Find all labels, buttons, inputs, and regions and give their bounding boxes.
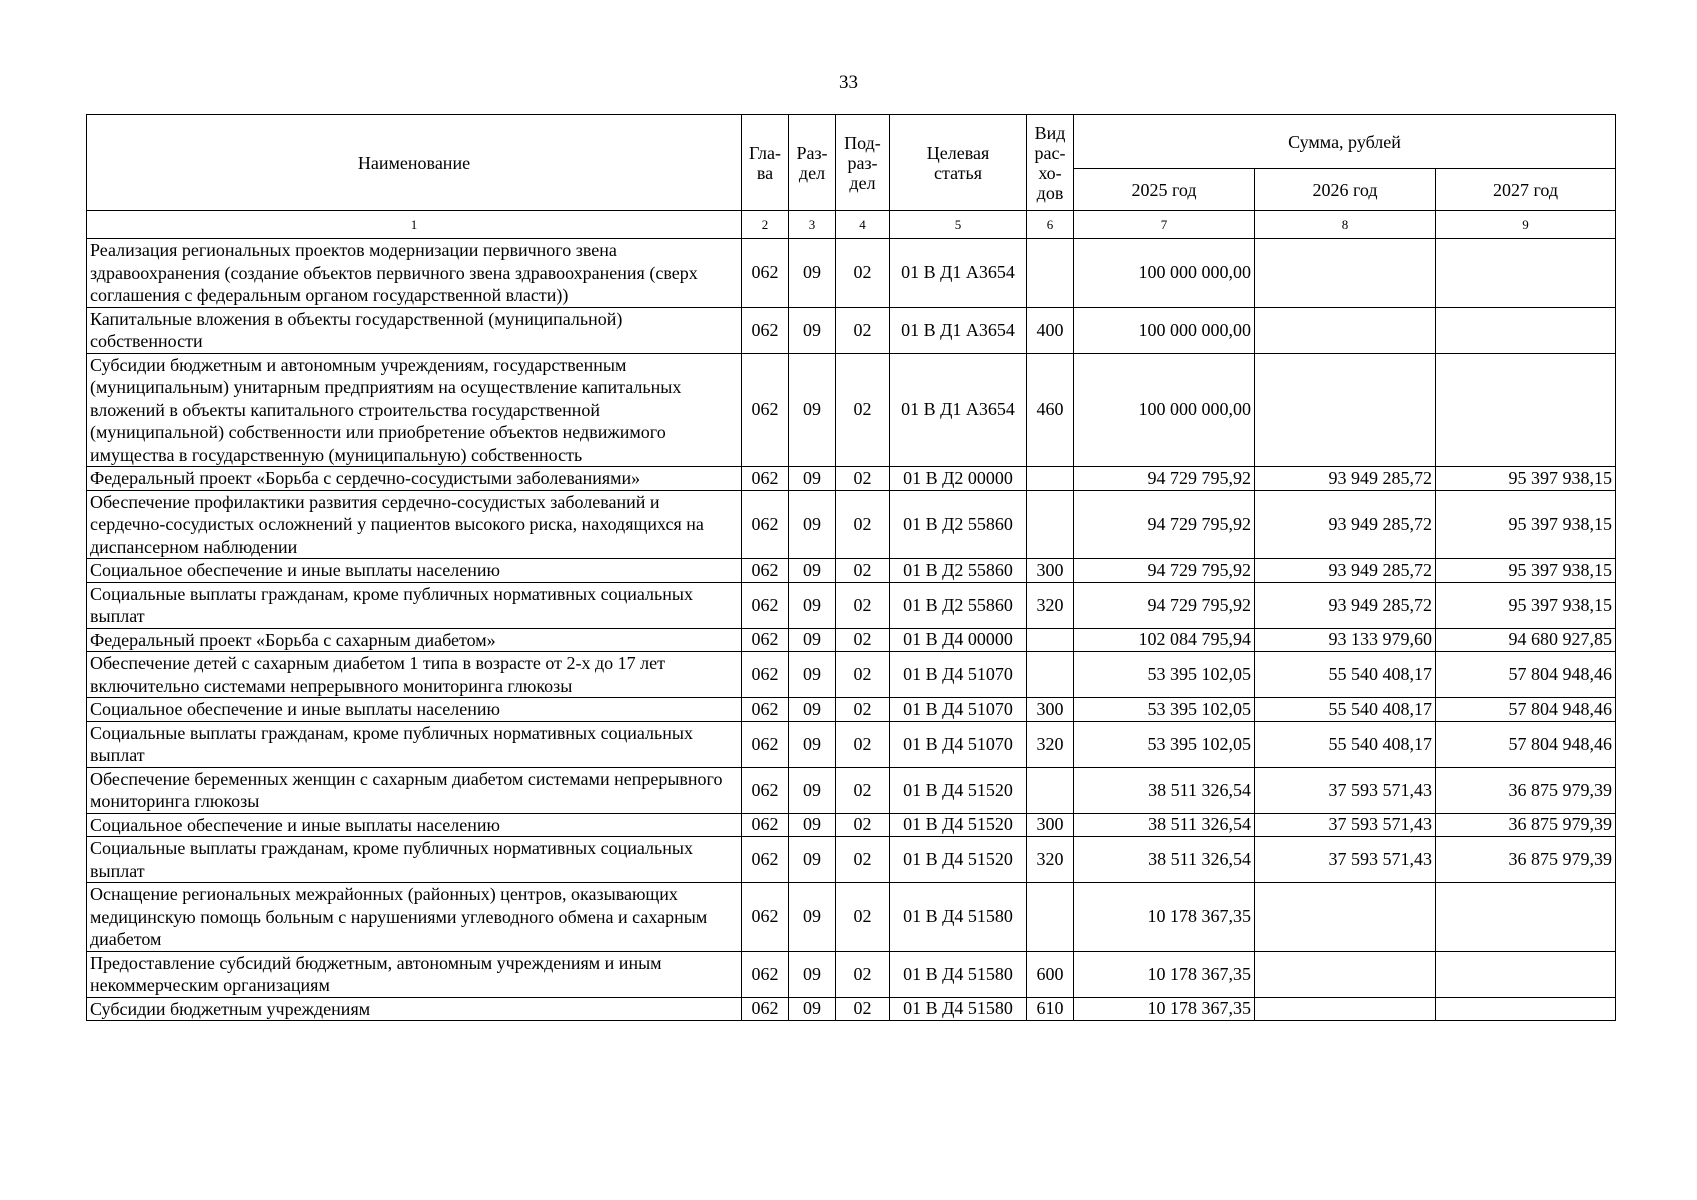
row-name: Социальные выплаты гражданам, кроме публичных нормативных социальных выплат (87, 837, 742, 883)
row-sum-2027: 57 804 948,46 (1436, 652, 1616, 698)
row-sum-2027 (1436, 307, 1616, 353)
row-sum-2026: 37 593 571,43 (1255, 767, 1436, 813)
row-section: 09 (789, 652, 836, 698)
row-expense-type: 460 (1027, 353, 1074, 467)
row-expense-type (1027, 883, 1074, 952)
row-section: 09 (789, 721, 836, 767)
row-sum-2026: 93 949 285,72 (1255, 490, 1436, 559)
row-section: 09 (789, 767, 836, 813)
row-sum-2026: 93 949 285,72 (1255, 559, 1436, 583)
header-year-2027: 2027 год (1436, 169, 1616, 211)
row-section: 09 (789, 353, 836, 467)
row-name: Субсидии бюджетным учреждениям (87, 997, 742, 1021)
row-chapter: 062 (742, 307, 789, 353)
row-expense-type (1027, 767, 1074, 813)
row-chapter: 062 (742, 883, 789, 952)
row-name: Социальные выплаты гражданам, кроме публичных нормативных социальных выплат (87, 721, 742, 767)
row-subsection: 02 (836, 582, 890, 628)
row-section: 09 (789, 239, 836, 308)
row-section: 09 (789, 490, 836, 559)
row-sum-2026: 55 540 408,17 (1255, 698, 1436, 722)
row-subsection: 02 (836, 951, 890, 997)
table-body (87, 239, 1616, 1021)
row-name: Социальное обеспечение и иные выплаты населению (87, 813, 742, 837)
row-expense-type (1027, 467, 1074, 491)
row-sum-2025: 38 511 326,54 (1074, 767, 1255, 813)
row-chapter: 062 (742, 467, 789, 491)
row-name: Обеспечение беременных женщин с сахарным диабетом системами непрерывного мониторинга глюкозы (87, 767, 742, 813)
row-sum-2026 (1255, 353, 1436, 467)
row-sum-2027: 57 804 948,46 (1436, 721, 1616, 767)
row-expense-type: 400 (1027, 307, 1074, 353)
row-name: Капитальные вложения в объекты государственной (муниципальной) собственности (87, 307, 742, 353)
row-name: Субсидии бюджетным и автономным учреждениям, государственным (муниципальным) унитарным предприятиям на осуществление капитальных вложений в объекты капитального строительства государственной (муниципальной) собственности или приобретение объектов недвижимого имущества в государственную (муниципальную) собственность (87, 353, 742, 467)
header-chapter: Гла- ва (742, 115, 789, 211)
row-target: 01 В Д2 55860 (890, 582, 1027, 628)
row-name: Федеральный проект «Борьба с сахарным диабетом» (87, 628, 742, 652)
header-year-2026: 2026 год (1255, 169, 1436, 211)
row-target: 01 В Д4 51580 (890, 997, 1027, 1021)
row-chapter: 062 (742, 997, 789, 1021)
row-target: 01 В Д1 А3654 (890, 307, 1027, 353)
row-sum-2025: 10 178 367,35 (1074, 951, 1255, 997)
row-expense-type (1027, 239, 1074, 308)
table-row (87, 628, 1616, 652)
row-target: 01 В Д2 00000 (890, 467, 1027, 491)
row-subsection: 02 (836, 698, 890, 722)
row-target: 01 В Д4 51070 (890, 721, 1027, 767)
row-sum-2027: 36 875 979,39 (1436, 767, 1616, 813)
row-section: 09 (789, 467, 836, 491)
table-row (87, 837, 1616, 883)
row-target: 01 В Д4 51070 (890, 652, 1027, 698)
row-subsection: 02 (836, 628, 890, 652)
row-target: 01 В Д4 00000 (890, 628, 1027, 652)
header-expense-type: Вид рас- хо- дов (1027, 115, 1074, 211)
row-name: Социальное обеспечение и иные выплаты населению (87, 698, 742, 722)
row-sum-2027 (1436, 239, 1616, 308)
table-row (87, 239, 1616, 308)
row-sum-2026: 93 949 285,72 (1255, 467, 1436, 491)
table-row (87, 559, 1616, 583)
table-row (87, 951, 1616, 997)
row-section: 09 (789, 837, 836, 883)
row-sum-2027: 94 680 927,85 (1436, 628, 1616, 652)
row-sum-2026 (1255, 883, 1436, 952)
row-target: 01 В Д4 51580 (890, 883, 1027, 952)
row-sum-2026: 37 593 571,43 (1255, 813, 1436, 837)
row-expense-type: 300 (1027, 813, 1074, 837)
row-sum-2027: 95 397 938,15 (1436, 467, 1616, 491)
header-target: Целевая статья (890, 115, 1027, 211)
row-subsection: 02 (836, 559, 890, 583)
row-subsection: 02 (836, 721, 890, 767)
row-expense-type: 300 (1027, 698, 1074, 722)
header-year-2025: 2025 год (1074, 169, 1255, 211)
table-row (87, 997, 1616, 1021)
row-target: 01 В Д2 55860 (890, 490, 1027, 559)
row-section: 09 (789, 951, 836, 997)
row-target: 01 В Д4 51070 (890, 698, 1027, 722)
row-expense-type (1027, 652, 1074, 698)
row-subsection: 02 (836, 490, 890, 559)
column-number: 7 (1074, 211, 1255, 239)
row-subsection: 02 (836, 239, 890, 308)
row-expense-type: 320 (1027, 721, 1074, 767)
row-subsection: 02 (836, 353, 890, 467)
row-target: 01 В Д4 51580 (890, 951, 1027, 997)
table-row (87, 467, 1616, 491)
row-sum-2027: 36 875 979,39 (1436, 837, 1616, 883)
row-expense-type (1027, 490, 1074, 559)
row-subsection: 02 (836, 467, 890, 491)
row-section: 09 (789, 307, 836, 353)
row-target: 01 В Д1 А3654 (890, 239, 1027, 308)
row-expense-type: 320 (1027, 582, 1074, 628)
table-row (87, 582, 1616, 628)
table-row (87, 767, 1616, 813)
row-sum-2027: 95 397 938,15 (1436, 582, 1616, 628)
table-row (87, 307, 1616, 353)
table-row (87, 813, 1616, 837)
row-sum-2027: 95 397 938,15 (1436, 490, 1616, 559)
column-number: 3 (789, 211, 836, 239)
column-number: 2 (742, 211, 789, 239)
row-sum-2025: 94 729 795,92 (1074, 582, 1255, 628)
row-name: Социальные выплаты гражданам, кроме публичных нормативных социальных выплат (87, 582, 742, 628)
row-sum-2027: 57 804 948,46 (1436, 698, 1616, 722)
column-number: 5 (890, 211, 1027, 239)
row-subsection: 02 (836, 883, 890, 952)
row-section: 09 (789, 582, 836, 628)
row-sum-2025: 53 395 102,05 (1074, 721, 1255, 767)
row-subsection: 02 (836, 813, 890, 837)
table-row (87, 353, 1616, 467)
row-sum-2025: 94 729 795,92 (1074, 559, 1255, 583)
row-expense-type: 320 (1027, 837, 1074, 883)
row-name: Социальное обеспечение и иные выплаты населению (87, 559, 742, 583)
row-section: 09 (789, 628, 836, 652)
header-section: Раз- дел (789, 115, 836, 211)
row-target: 01 В Д4 51520 (890, 767, 1027, 813)
row-chapter: 062 (742, 767, 789, 813)
column-number: 1 (87, 211, 742, 239)
row-sum-2026: 93 949 285,72 (1255, 582, 1436, 628)
row-expense-type: 610 (1027, 997, 1074, 1021)
table-row (87, 652, 1616, 698)
row-section: 09 (789, 698, 836, 722)
row-sum-2026: 55 540 408,17 (1255, 652, 1436, 698)
row-sum-2025: 102 084 795,94 (1074, 628, 1255, 652)
row-chapter: 062 (742, 813, 789, 837)
page-number: 33 (839, 72, 858, 93)
row-section: 09 (789, 559, 836, 583)
row-sum-2027 (1436, 997, 1616, 1021)
row-chapter: 062 (742, 721, 789, 767)
row-chapter: 062 (742, 837, 789, 883)
row-sum-2026 (1255, 307, 1436, 353)
row-name: Федеральный проект «Борьба с сердечно-сосудистыми заболеваниями» (87, 467, 742, 491)
header-name: Наименование (87, 115, 742, 211)
row-subsection: 02 (836, 997, 890, 1021)
row-section: 09 (789, 883, 836, 952)
column-number: 8 (1255, 211, 1436, 239)
row-chapter: 062 (742, 239, 789, 308)
row-sum-2026: 37 593 571,43 (1255, 837, 1436, 883)
row-sum-2026 (1255, 951, 1436, 997)
table-row (87, 490, 1616, 559)
row-section: 09 (789, 813, 836, 837)
row-chapter: 062 (742, 951, 789, 997)
row-name: Оснащение региональных межрайонных (районных) центров, оказывающих медицинскую помощь больным с нарушениями углеводного обмена и сахарным диабетом (87, 883, 742, 952)
column-number: 9 (1436, 211, 1616, 239)
row-chapter: 062 (742, 559, 789, 583)
row-sum-2025: 53 395 102,05 (1074, 652, 1255, 698)
row-chapter: 062 (742, 628, 789, 652)
column-number: 4 (836, 211, 890, 239)
row-name: Обеспечение профилактики развития сердечно-сосудистых заболеваний и сердечно-сосудистых осложнений у пациентов высокого риска, находящихся на диспансерном наблюдении (87, 490, 742, 559)
row-subsection: 02 (836, 652, 890, 698)
row-sum-2027 (1436, 353, 1616, 467)
row-name: Реализация региональных проектов модернизации первичного звена здравоохранения (создание объектов первичного звена здравоохранения (сверх соглашения с федеральным органом государственной власти)) (87, 239, 742, 308)
row-sum-2027 (1436, 951, 1616, 997)
row-sum-2025: 100 000 000,00 (1074, 307, 1255, 353)
table-row (87, 721, 1616, 767)
row-name: Предоставление субсидий бюджетным, автономным учреждениям и иным некоммерческим организациям (87, 951, 742, 997)
row-sum-2025: 53 395 102,05 (1074, 698, 1255, 722)
row-sum-2025: 10 178 367,35 (1074, 997, 1255, 1021)
column-numbers-row (87, 211, 1616, 239)
row-target: 01 В Д1 А3654 (890, 353, 1027, 467)
row-sum-2027: 95 397 938,15 (1436, 559, 1616, 583)
row-sum-2025: 94 729 795,92 (1074, 467, 1255, 491)
row-sum-2025: 10 178 367,35 (1074, 883, 1255, 952)
row-expense-type: 300 (1027, 559, 1074, 583)
row-sum-2026 (1255, 239, 1436, 308)
row-sum-2027: 36 875 979,39 (1436, 813, 1616, 837)
row-target: 01 В Д4 51520 (890, 813, 1027, 837)
row-expense-type (1027, 628, 1074, 652)
table-header (87, 115, 1616, 239)
row-sum-2025: 38 511 326,54 (1074, 837, 1255, 883)
row-chapter: 062 (742, 490, 789, 559)
row-chapter: 062 (742, 582, 789, 628)
header-sum: Сумма, рублей (1074, 115, 1616, 169)
row-sum-2026: 93 133 979,60 (1255, 628, 1436, 652)
row-sum-2026: 55 540 408,17 (1255, 721, 1436, 767)
row-subsection: 02 (836, 307, 890, 353)
budget-table (86, 114, 1616, 1021)
row-name: Обеспечение детей с сахарным диабетом 1 типа в возрасте от 2-х до 17 лет включительно системами непрерывного мониторинга глюкозы (87, 652, 742, 698)
row-target: 01 В Д2 55860 (890, 559, 1027, 583)
table-row (87, 698, 1616, 722)
row-chapter: 062 (742, 698, 789, 722)
row-subsection: 02 (836, 837, 890, 883)
row-sum-2027 (1436, 883, 1616, 952)
row-sum-2025: 38 511 326,54 (1074, 813, 1255, 837)
column-number: 6 (1027, 211, 1074, 239)
row-chapter: 062 (742, 652, 789, 698)
row-sum-2025: 100 000 000,00 (1074, 239, 1255, 308)
row-sum-2026 (1255, 997, 1436, 1021)
row-target: 01 В Д4 51520 (890, 837, 1027, 883)
row-chapter: 062 (742, 353, 789, 467)
row-subsection: 02 (836, 767, 890, 813)
table-row (87, 883, 1616, 952)
row-section: 09 (789, 997, 836, 1021)
header-subsection: Под- раз- дел (836, 115, 890, 211)
row-sum-2025: 94 729 795,92 (1074, 490, 1255, 559)
row-expense-type: 600 (1027, 951, 1074, 997)
row-sum-2025: 100 000 000,00 (1074, 353, 1255, 467)
